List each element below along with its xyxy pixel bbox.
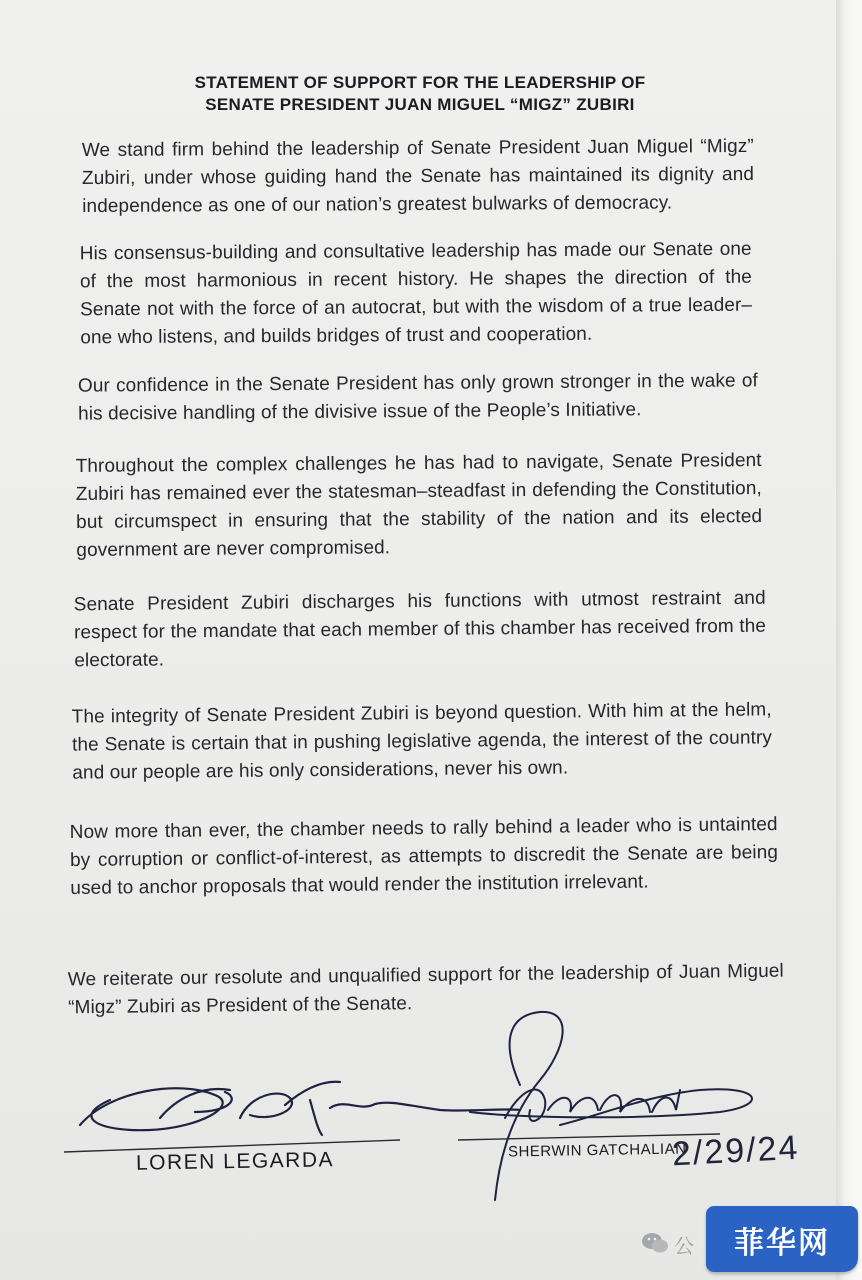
watermark-small-text: 公 bbox=[674, 1234, 694, 1258]
signatory-name-legarda: LOREN LEGARDA bbox=[135, 1148, 335, 1175]
paragraph-1: We stand firm behind the leadership of Senate President Juan Miguel “Migz” Zubiri, under whose guiding hand the Senate has maintained its dignity and independence as one of our nation’s greatest bulwarks of democracy. bbox=[81, 135, 755, 218]
paragraph-8: We reiterate our resolute and unqualified support for the leadership of Juan Miguel “Migz” Zubiri as President of the Senate. bbox=[67, 960, 784, 1019]
watermark bbox=[632, 1206, 862, 1280]
paragraph-3: Our confidence in the Senate President has only grown stronger in the wake of his decisive handling of the divisive issue of the People’s Initiative. bbox=[77, 370, 758, 425]
signature-legarda bbox=[80, 1082, 520, 1135]
paragraph-6: The integrity of Senate President Zubiri is beyond question. With him at the helm, the Senate is certain that in pushing legislative agenda, the interest of the country and our people are his only considerations, never his own. bbox=[71, 699, 773, 784]
watermark-badge-text: 菲华网 bbox=[734, 1226, 830, 1261]
paragraph-7: Now more than ever, the chamber needs to rally behind a leader who is untainted by corruption or conflict-of-interest, as attempts to discredit the Senate are being used to anchor proposals that would render the institution irrelevant. bbox=[69, 813, 779, 900]
wechat-icon bbox=[640, 1230, 670, 1256]
watermark-badge bbox=[706, 1206, 858, 1272]
paragraph-2: His consensus-building and consultative leadership has made our Senate one of the most harmonious in recent history. He shapes the direction of the Senate not with the force of an autocrat, but with the wisdom of a true leader–one who listens, and builds bridges of trust and cooperation. bbox=[79, 238, 753, 349]
title-line-1: STATEMENT OF SUPPORT FOR THE LEADERSHIP OF bbox=[194, 73, 646, 92]
paragraph-5: Senate President Zubiri discharges his functions with utmost restraint and respect for the mandate that each member of this chamber has received from the electorate. bbox=[73, 587, 767, 672]
handwritten-date: 2/29/24 bbox=[671, 1128, 801, 1174]
signatory-name-gatchalian: SHERWIN GATCHALIAN bbox=[507, 1140, 687, 1161]
title-line-2: SENATE PRESIDENT JUAN MIGUEL “MIGZ” ZUBIRI bbox=[205, 95, 635, 114]
paragraph-4: Throughout the complex challenges he has had to navigate, Senate President Zubiri has remained ever the statesman–steadfast in defending the Constitution, but circumspect in ensuring that the stability of the nation and its elected government are never compromised. bbox=[75, 450, 763, 561]
